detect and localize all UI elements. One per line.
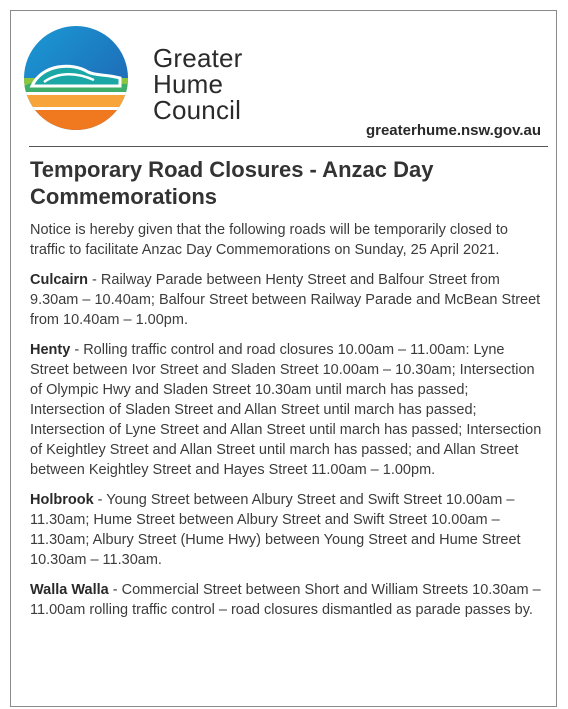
notice-frame bbox=[10, 10, 557, 707]
council-name bbox=[153, 45, 243, 123]
section-text: Commercial Street between Short and William Streets 10.30am – 11.00am rolling traffic control – road closures dismantled as parade passes by. bbox=[30, 582, 541, 618]
council-name-line-3: Council bbox=[153, 95, 242, 125]
council-logo-icon bbox=[24, 26, 128, 130]
section-text: Rolling traffic control and road closures 10.00am – 11.00am: Lyne Street between Ivor Street and Sladen Street 10.00am – 10.30am; Intersection of Olympic Hwy and Sladen Street 10.30am until march has passed; Intersection of Sladen Street and Allan Street until march has passed; Intersection of Lyne Street and Allan Street until march has passed; Intersection of Keightley Street and Allan Street until march has passed; and Allan Street between Keightley Street and Hayes Street 11.00am – 1.00pm. bbox=[30, 342, 542, 478]
council-name-line-1: Greater bbox=[153, 43, 243, 73]
council-name-line-2: Hume bbox=[153, 69, 224, 99]
notice-intro: Notice is hereby given that the following roads will be temporarily closed to traffic to facilitate Anzac Day Commemorations on Sunday, 25 April 2021. bbox=[30, 222, 508, 258]
section-separator: - bbox=[108, 582, 122, 598]
website-link[interactable]: greaterhume.nsw.gov.au bbox=[365, 122, 541, 139]
section-separator: - bbox=[93, 492, 107, 508]
section-town: Culcairn bbox=[30, 272, 89, 288]
notice-title: Temporary Road Closures - Anzac Day Commemorations bbox=[30, 157, 434, 209]
section-text: Young Street between Albury Street and Swift Street 10.00am – 11.30am; Hume Street between Albury Street and Swift Street 10.00am – 11.30am; Albury Street (Hume Hwy) between Young Street and Hume Street 10.30am – 11.30am. bbox=[30, 492, 521, 568]
header-divider bbox=[29, 146, 548, 147]
notice-body bbox=[30, 156, 542, 630]
section-walla-walla bbox=[30, 580, 542, 620]
section-town: Henty bbox=[30, 342, 71, 358]
section-town: Holbrook bbox=[30, 492, 94, 508]
section-henty bbox=[30, 340, 542, 480]
section-holbrook bbox=[30, 490, 542, 570]
section-separator: - bbox=[88, 272, 101, 288]
section-separator: - bbox=[70, 342, 84, 358]
section-culcairn bbox=[30, 270, 542, 330]
section-town: Walla Walla bbox=[30, 582, 109, 598]
header bbox=[11, 11, 558, 149]
section-text: Railway Parade between Henty Street and Balfour Street from 9.30am – 10.40am; Balfour Street between Railway Parade and McBean Street from 10.40am – 1.00pm. bbox=[30, 272, 541, 328]
